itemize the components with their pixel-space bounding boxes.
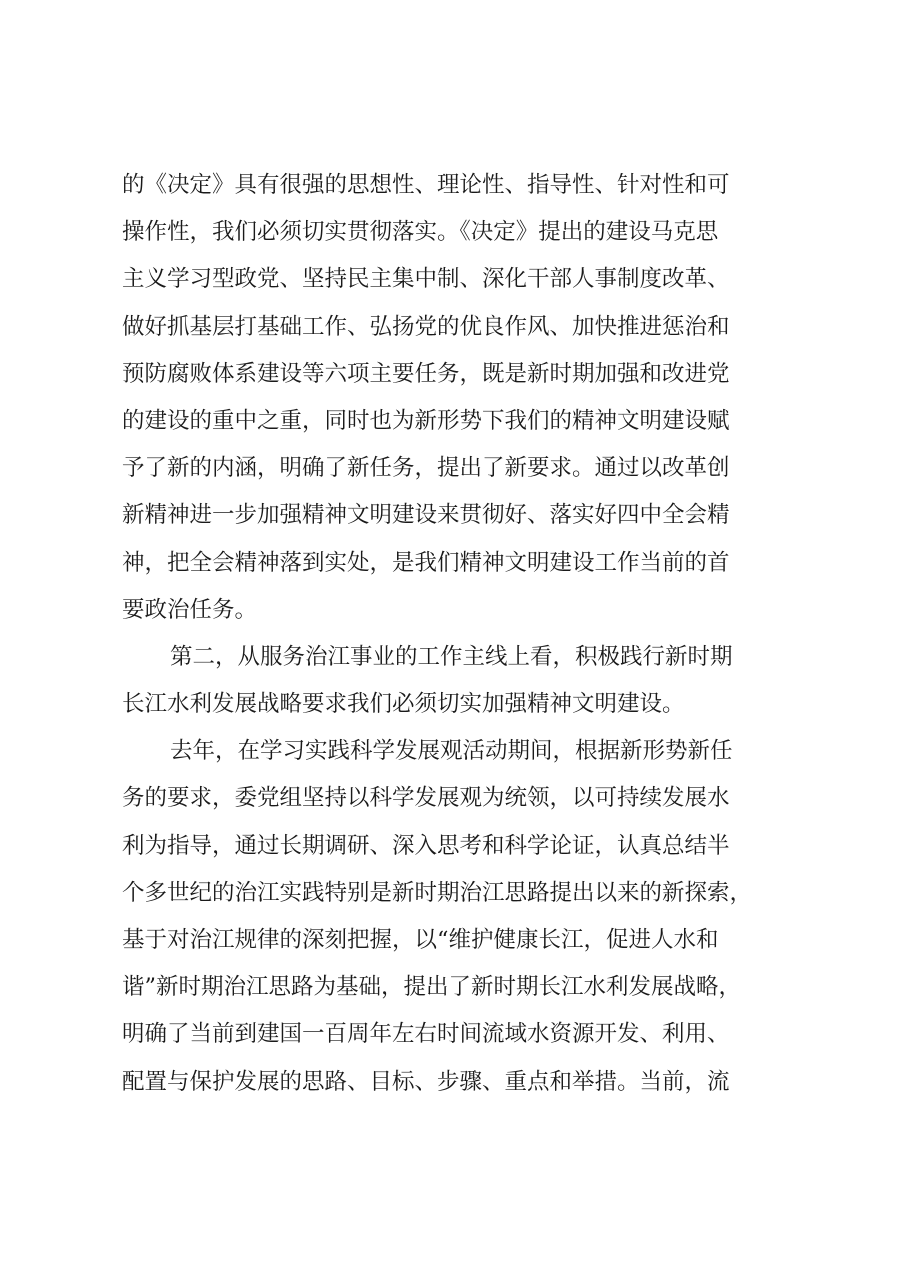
- paragraph-start-line: 去年，在学习实践科学发展观活动期间，根据新形势新任: [170, 738, 733, 765]
- paragraph-start-line: 第二，从服务治江事业的工作主线上看，积极践行新时期: [170, 643, 733, 670]
- text-line: 长江水利发展战略要求我们必须切实加强精神文明建设。: [122, 691, 685, 718]
- text-line: 利为指导，通过长期调研、深入思考和科学论证，认真总结半: [122, 832, 730, 859]
- text-line: 神，把全会精神落到实处，是我们精神文明建设工作当前的首: [122, 549, 730, 576]
- text-line: 务的要求，委党组坚持以科学发展观为统领，以可持续发展水: [122, 785, 730, 812]
- text-line: 基于对治江规律的深刻把握，以“维护健康长江，促进人水和: [122, 927, 719, 953]
- text-line: 主义学习型政党、坚持民主集中制、深化干部人事制度改革、: [122, 266, 730, 293]
- text-line: 明确了当前到建国一百周年左右时间流域水资源开发、利用、: [122, 1021, 730, 1048]
- text-line: 的建设的重中之重，同时也为新形势下我们的精神文明建设赋: [122, 407, 730, 434]
- document-body: [122, 162, 802, 1106]
- text-line: 新精神进一步加强精神文明建设来贯彻好、落实好四中全会精: [122, 502, 730, 529]
- text-line: 予了新的内涵，明确了新任务，提出了新要求。通过以改革创: [122, 455, 730, 482]
- text-line: 的《决定》具有很强的思想性、理论性、指导性、针对性和可: [122, 172, 730, 198]
- text-line: 操作性，我们必须切实贯彻落实。《决定》提出的建设马克思: [122, 219, 719, 246]
- text-line: 做好抓基层打基础工作、弘扬党的优良作风、加快推进惩治和: [122, 313, 730, 340]
- text-line: 个多世纪的治江实践特别是新时期治江思路提出以来的新探索，: [122, 879, 753, 906]
- text-line: 预防腐败体系建设等六项主要任务，既是新时期加强和改进党: [122, 360, 730, 387]
- text-line: 要政治任务。: [122, 596, 258, 623]
- text-line: 配置与保护发展的思路、目标、步骤、重点和举措。当前，流: [122, 1068, 730, 1095]
- text-line: 谐”新时期治江思路为基础，提出了新时期长江水利发展战略，: [122, 974, 742, 1001]
